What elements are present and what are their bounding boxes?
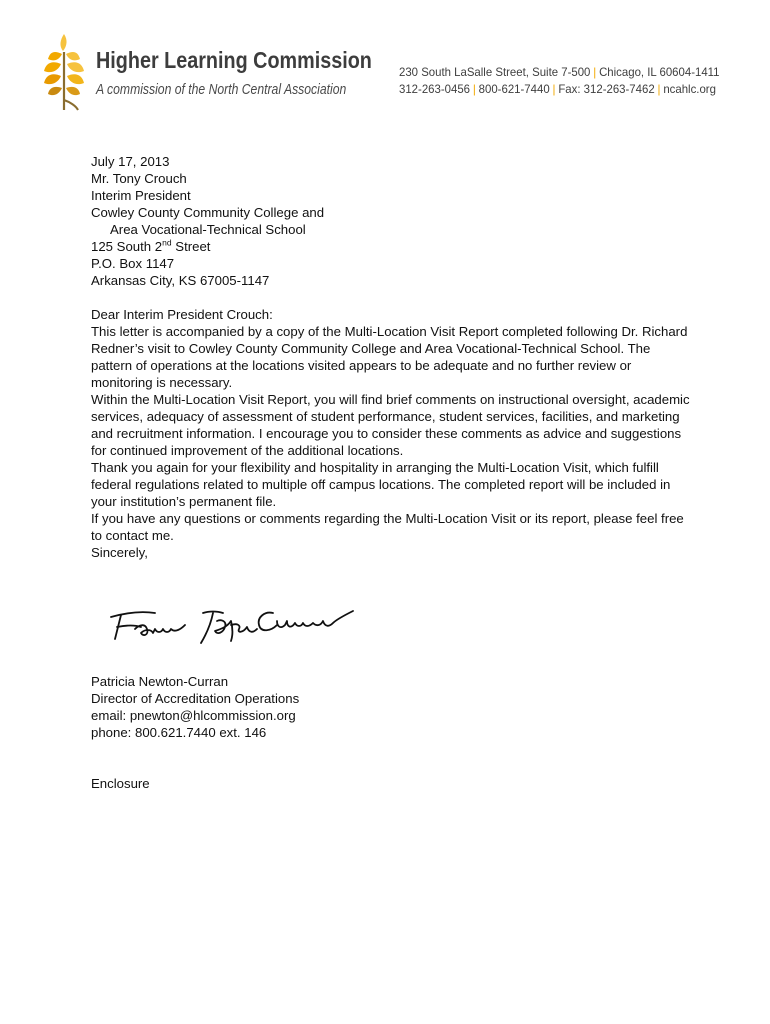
city-address: Chicago, IL 60604-1411 (599, 65, 720, 79)
recipient-po-box: P.O. Box 1147 (91, 256, 175, 271)
recipient-address (91, 170, 691, 289)
org-name: Higher Learning Commission (96, 47, 372, 73)
toll-free-number: 800-621-7440 (478, 82, 550, 96)
paragraph: If you have any questions or comments regarding the Multi-Location Visit or its report, please feel free to contact me. (91, 511, 684, 543)
signer-block (91, 673, 691, 741)
org-subtitle: A commission of the North Central Association (96, 82, 347, 98)
recipient-city: Arkansas City, KS 67005-1147 (91, 273, 270, 288)
signer-title: Director of Accreditation Operations (91, 691, 300, 706)
paragraph: Thank you again for your flexibility and hospitality in arranging the Multi-Location Visit, which fulfill federal regulations related to multiple off campus locations. The completed report will be included in your institution’s permanent file. (91, 460, 671, 509)
handwritten-signature (105, 599, 365, 659)
letter-date: July 17, 2013 (91, 154, 170, 169)
fax-number: Fax: 312-263-7462 (558, 82, 655, 96)
website: ncahlc.org (663, 82, 716, 96)
recipient-institution-cont: Area Vocational-Technical School (110, 222, 306, 237)
paragraph: Within the Multi-Location Visit Report, you will find brief comments on instructional oversight, academic services, adequacy of assessment of student performance, student services, facilities, and marketing and recruitment information. I encourage you to consider these comments as advice and suggestions for continued improvement of the additional locations. (91, 392, 690, 458)
letter-body (91, 153, 691, 792)
hlc-leaf-logo-icon (42, 32, 90, 112)
recipient-name: Mr. Tony Crouch (91, 171, 187, 186)
letterhead (0, 0, 770, 120)
phone-number: 312-263-0456 (399, 82, 470, 96)
street-address: 230 South LaSalle Street, Suite 7-500 (399, 65, 591, 79)
signature-area (91, 561, 691, 673)
separator: | (657, 82, 661, 96)
contact-address-line (399, 65, 720, 79)
closing: Sincerely, (91, 545, 148, 560)
separator: | (552, 82, 556, 96)
enclosure-note: Enclosure (91, 776, 150, 791)
recipient-street: 125 South 2nd Street (91, 237, 211, 254)
recipient-institution: Cowley County Community College and (91, 205, 325, 220)
separator: | (472, 82, 476, 96)
salutation: Dear Interim President Crouch: (91, 307, 273, 322)
paragraph: This letter is accompanied by a copy of the Multi-Location Visit Report completed following Dr. Richard Redner’s visit to Cowley County Community College and Area Vocational-Technical School. The pattern of operations at the locations visited appears to be adequate and no further review or monitoring is necessary. (91, 324, 688, 390)
contact-phone-line (399, 82, 716, 96)
signer-email: email: pnewton@hlcommission.org (91, 708, 296, 723)
recipient-title: Interim President (91, 188, 191, 203)
signer-name: Patricia Newton-Curran (91, 674, 229, 689)
signer-phone: phone: 800.621.7440 ext. 146 (91, 725, 267, 740)
separator: | (593, 65, 597, 79)
